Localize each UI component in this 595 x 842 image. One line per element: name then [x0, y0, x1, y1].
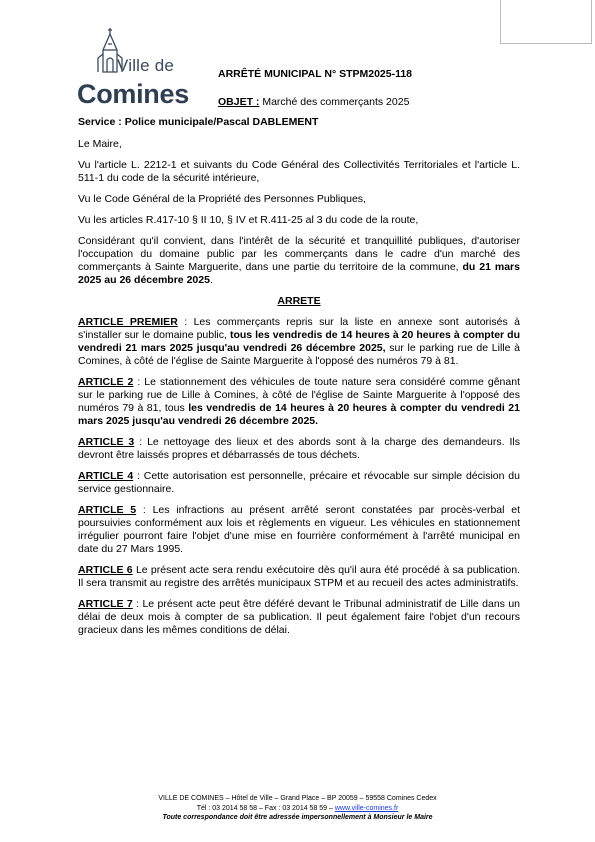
footer-contact	[60, 804, 535, 814]
document-title: ARRÊTÉ MUNICIPAL N° STPM2025-118	[218, 68, 413, 80]
article-3	[78, 436, 520, 462]
page-footer	[60, 794, 535, 823]
paragraph-considerant	[78, 235, 520, 287]
article-5-text: : Les infractions au présent arrêté seront constatées par procès-verbal et poursuivies conformément aux lois et règlements en vigueur. Les véhicules en stationnement irrégulier pourront faire l'objet d'une mise en fourrière conformément à l'arrêté municipal en date du 27 Mars 1995.	[78, 504, 520, 555]
article-4-label: ARTICLE 4	[78, 470, 134, 482]
article-3-text: : Le nettoyage des lieux et des abords sont à la charge des demandeurs. Ils devront être laissés propres et débarrassés de tous déchets.	[78, 436, 520, 461]
article-5	[78, 504, 520, 556]
objet-text: Marché des commerçants 2025	[259, 96, 410, 108]
paragraph-vu-code-route: Vu les articles R.417-10 § II 10, § IV et R.411-25 al 3 du code de la route,	[78, 214, 419, 226]
article-4-text: : Cette autorisation est personnelle, précaire et révocable sur simple décision du service gestionnaire.	[78, 470, 520, 495]
article-3-label: ARTICLE 3	[78, 436, 135, 448]
article-7-text: : Le présent acte peut être déféré devant le Tribunal administratif de Lille dans un délai de deux mois à compter de sa publication. Il peut également faire l'objet d'un recours gracieux dans les mêmes conditions de délai.	[78, 598, 520, 636]
paragraph-vu-cgct: Vu l'article L. 2212-1 et suivants du Code Général des Collectivités Territoriales et l'article L. 511-1 du code de la sécurité intérieure,	[78, 159, 520, 184]
article-1-text: : Les commerçants repris sur la liste en annexe sont autorisés à s'installer sur le domaine public,	[78, 316, 520, 341]
stamp-box	[500, 0, 592, 44]
article-2-bold: les vendredis de 14 heures à 20 heures à compter du vendredi 21 mars 2025 jusqu'au vendredi 26 décembre 2025.	[78, 402, 520, 427]
arrete-heading: ARRETE	[277, 295, 321, 307]
logo-ville-text: Ville de	[117, 56, 175, 75]
article-2	[78, 376, 520, 428]
article-2-label: ARTICLE 2	[78, 376, 134, 388]
article-1-label: ARTICLE PREMIER	[78, 316, 178, 328]
objet-line	[218, 96, 409, 108]
article-4	[78, 470, 520, 496]
considerant-end: .	[209, 274, 213, 286]
article-7	[78, 598, 520, 637]
article-1	[78, 316, 520, 368]
footer-address: VILLE DE COMINES – Hôtel de Ville – Grand Place – BP 20059 – 59558 Comines Cedex	[158, 795, 437, 802]
paragraph-le-maire: Le Maire,	[78, 138, 122, 150]
article-6-label: ARTICLE 6	[78, 564, 133, 576]
objet-label: OBJET :	[218, 96, 260, 108]
article-7-label: ARTICLE 7	[78, 598, 133, 610]
paragraph-vu-cgppp: Vu le Code Général de la Propriété des Personnes Publiques,	[78, 193, 366, 205]
article-6	[78, 564, 520, 590]
article-5-label: ARTICLE 5	[78, 504, 137, 516]
city-logo	[77, 26, 197, 108]
document-body	[78, 138, 520, 645]
service-line: Service : Police municipale/Pascal DABLEMENT	[78, 116, 319, 128]
footer-phone-fax: Tél : 03 2014 58 58 – Fax : 03 2014 58 59 –	[196, 804, 335, 812]
article-1-bold: tous les vendredis de 14 heures à 20 heures à compter du vendredi 21 mars 2025 jusqu'au vendredi 26 décembre 2025,	[78, 329, 520, 354]
article-1-end: sur le parking rue de Lille à Comines, à côté de l'église de Sainte Marguerite à l'opposé des numéros 79 à 81.	[78, 342, 520, 367]
considerant-text: Considérant qu'il convient, dans l'intérêt de la sécurité et tranquillité publiques, d'autoriser l'occupation du domaine public par les commerçants dans le cadre d'un marché des commerçants à Sainte Marguerite, dans une partie du territoire de la commune,	[78, 235, 520, 273]
considerant-dates: du 21 mars 2025 au 26 décembre 2025	[78, 261, 520, 286]
article-6-text: Le présent acte sera rendu exécutoire dès qu'il aura été procédé à sa publication. Il sera transmit au registre des arrêtés municipaux STPM et au recueil des actes administratifs.	[78, 564, 520, 589]
footer-notice: Toute correspondance doit être adressée impersonnellement à Monsieur le Maire	[162, 814, 433, 821]
article-2-text: : Le stationnement des véhicules de toute nature sera considéré comme gênant sur le parking rue de Lille à Comines, à côté de l'église de Sainte Marguerite à l'opposé des numéros 79 à 81, tous	[78, 376, 520, 414]
logo-comines-text: Comines	[77, 79, 189, 109]
footer-website-link[interactable]: www.ville-comines.fr	[334, 804, 399, 812]
